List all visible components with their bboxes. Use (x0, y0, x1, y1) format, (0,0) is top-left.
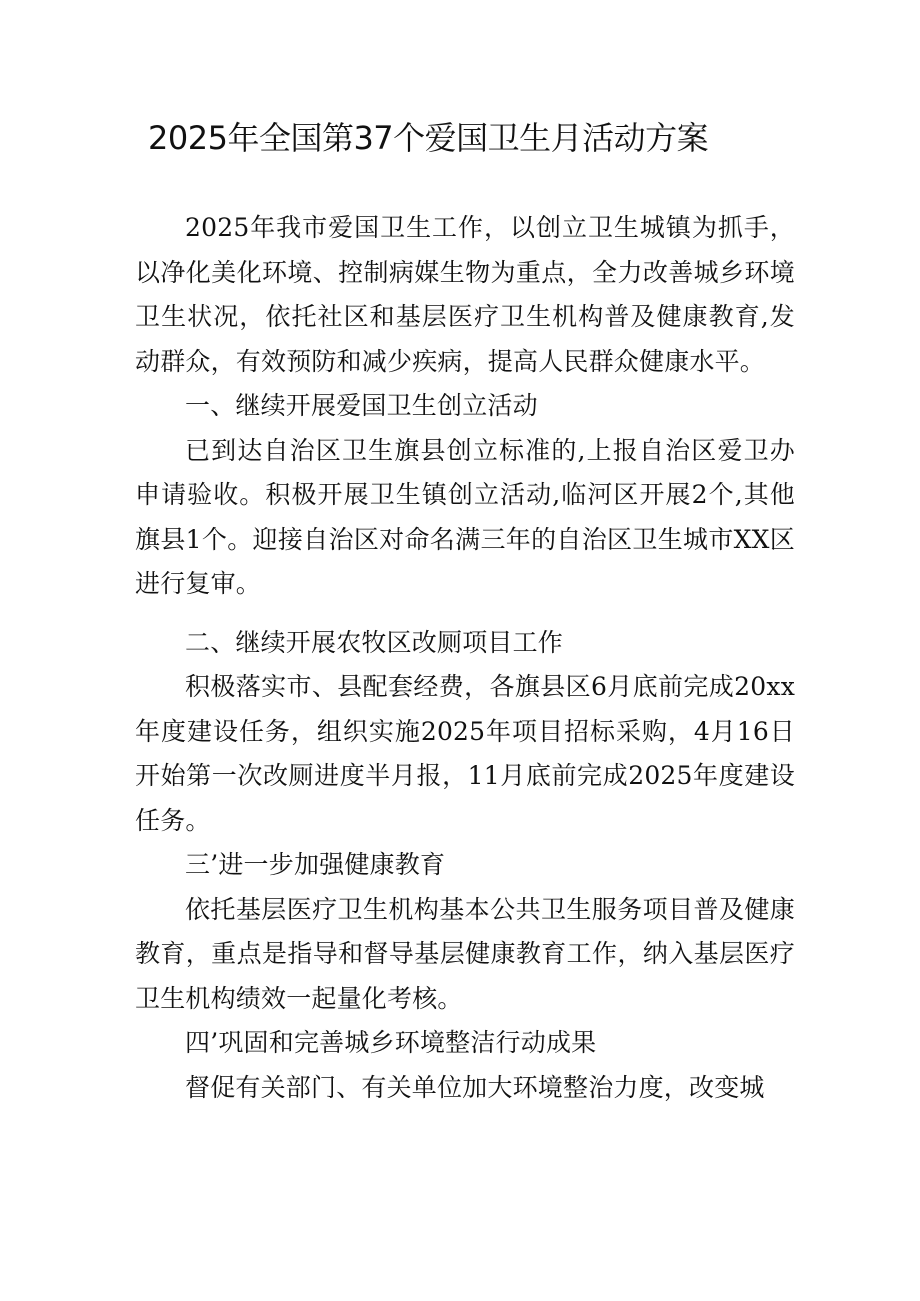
section-heading-1: 一、继续开展爱国卫生创立活动 (185, 391, 538, 420)
section-heading-2: 二、继续开展农牧区改厕项目工作 (185, 627, 564, 657)
section-body-1: 已到达自治区卫生旗县创立标准的,上报自治区爱卫办申请验收。积极开展卫生镇创立活动,临河区开展2个,其他旗县1个。迎接自治区对命名满三年的自治区卫生城市XX区进行复审。 (135, 435, 795, 598)
document-title: 2025年全国第37个爱国卫生月活动方案 (148, 119, 709, 157)
paragraph-spacer (135, 607, 795, 621)
document-body (135, 206, 795, 1110)
intro-paragraph: 2025年我市爱国卫生工作，以创立卫生城镇为抓手，以净化美化环境、控制病媒生物为重点，全力改善城乡环境卫生状况，依托社区和基层医疗卫生机构普及健康教育,发动群众，有效预防和减少疾病，提高人民群众健康水平。 (135, 213, 795, 376)
section-body-4: 督促有关部门、有关单位加大环境整治力度，改变城 (185, 1072, 765, 1102)
section-body-3: 依托基层医疗卫生机构基本公共卫生服务项目普及健康教育，重点是指导和督导基层健康教育工作，纳入基层医疗卫生机构绩效一起量化考核。 (135, 894, 795, 1013)
section-heading-3: 三’进一步加强健康教育 (185, 850, 446, 879)
section-body-2: 积极落实市、县配套经费，各旗县区6月底前完成20xx年度建设任务，组织实施2025年项目招标采购，4月16日开始第一次改厕进度半月报，11月底前完成2025年度建设任务。 (135, 672, 795, 835)
section-heading-4: 四’巩固和完善城乡环境整洁行动成果 (185, 1028, 597, 1057)
